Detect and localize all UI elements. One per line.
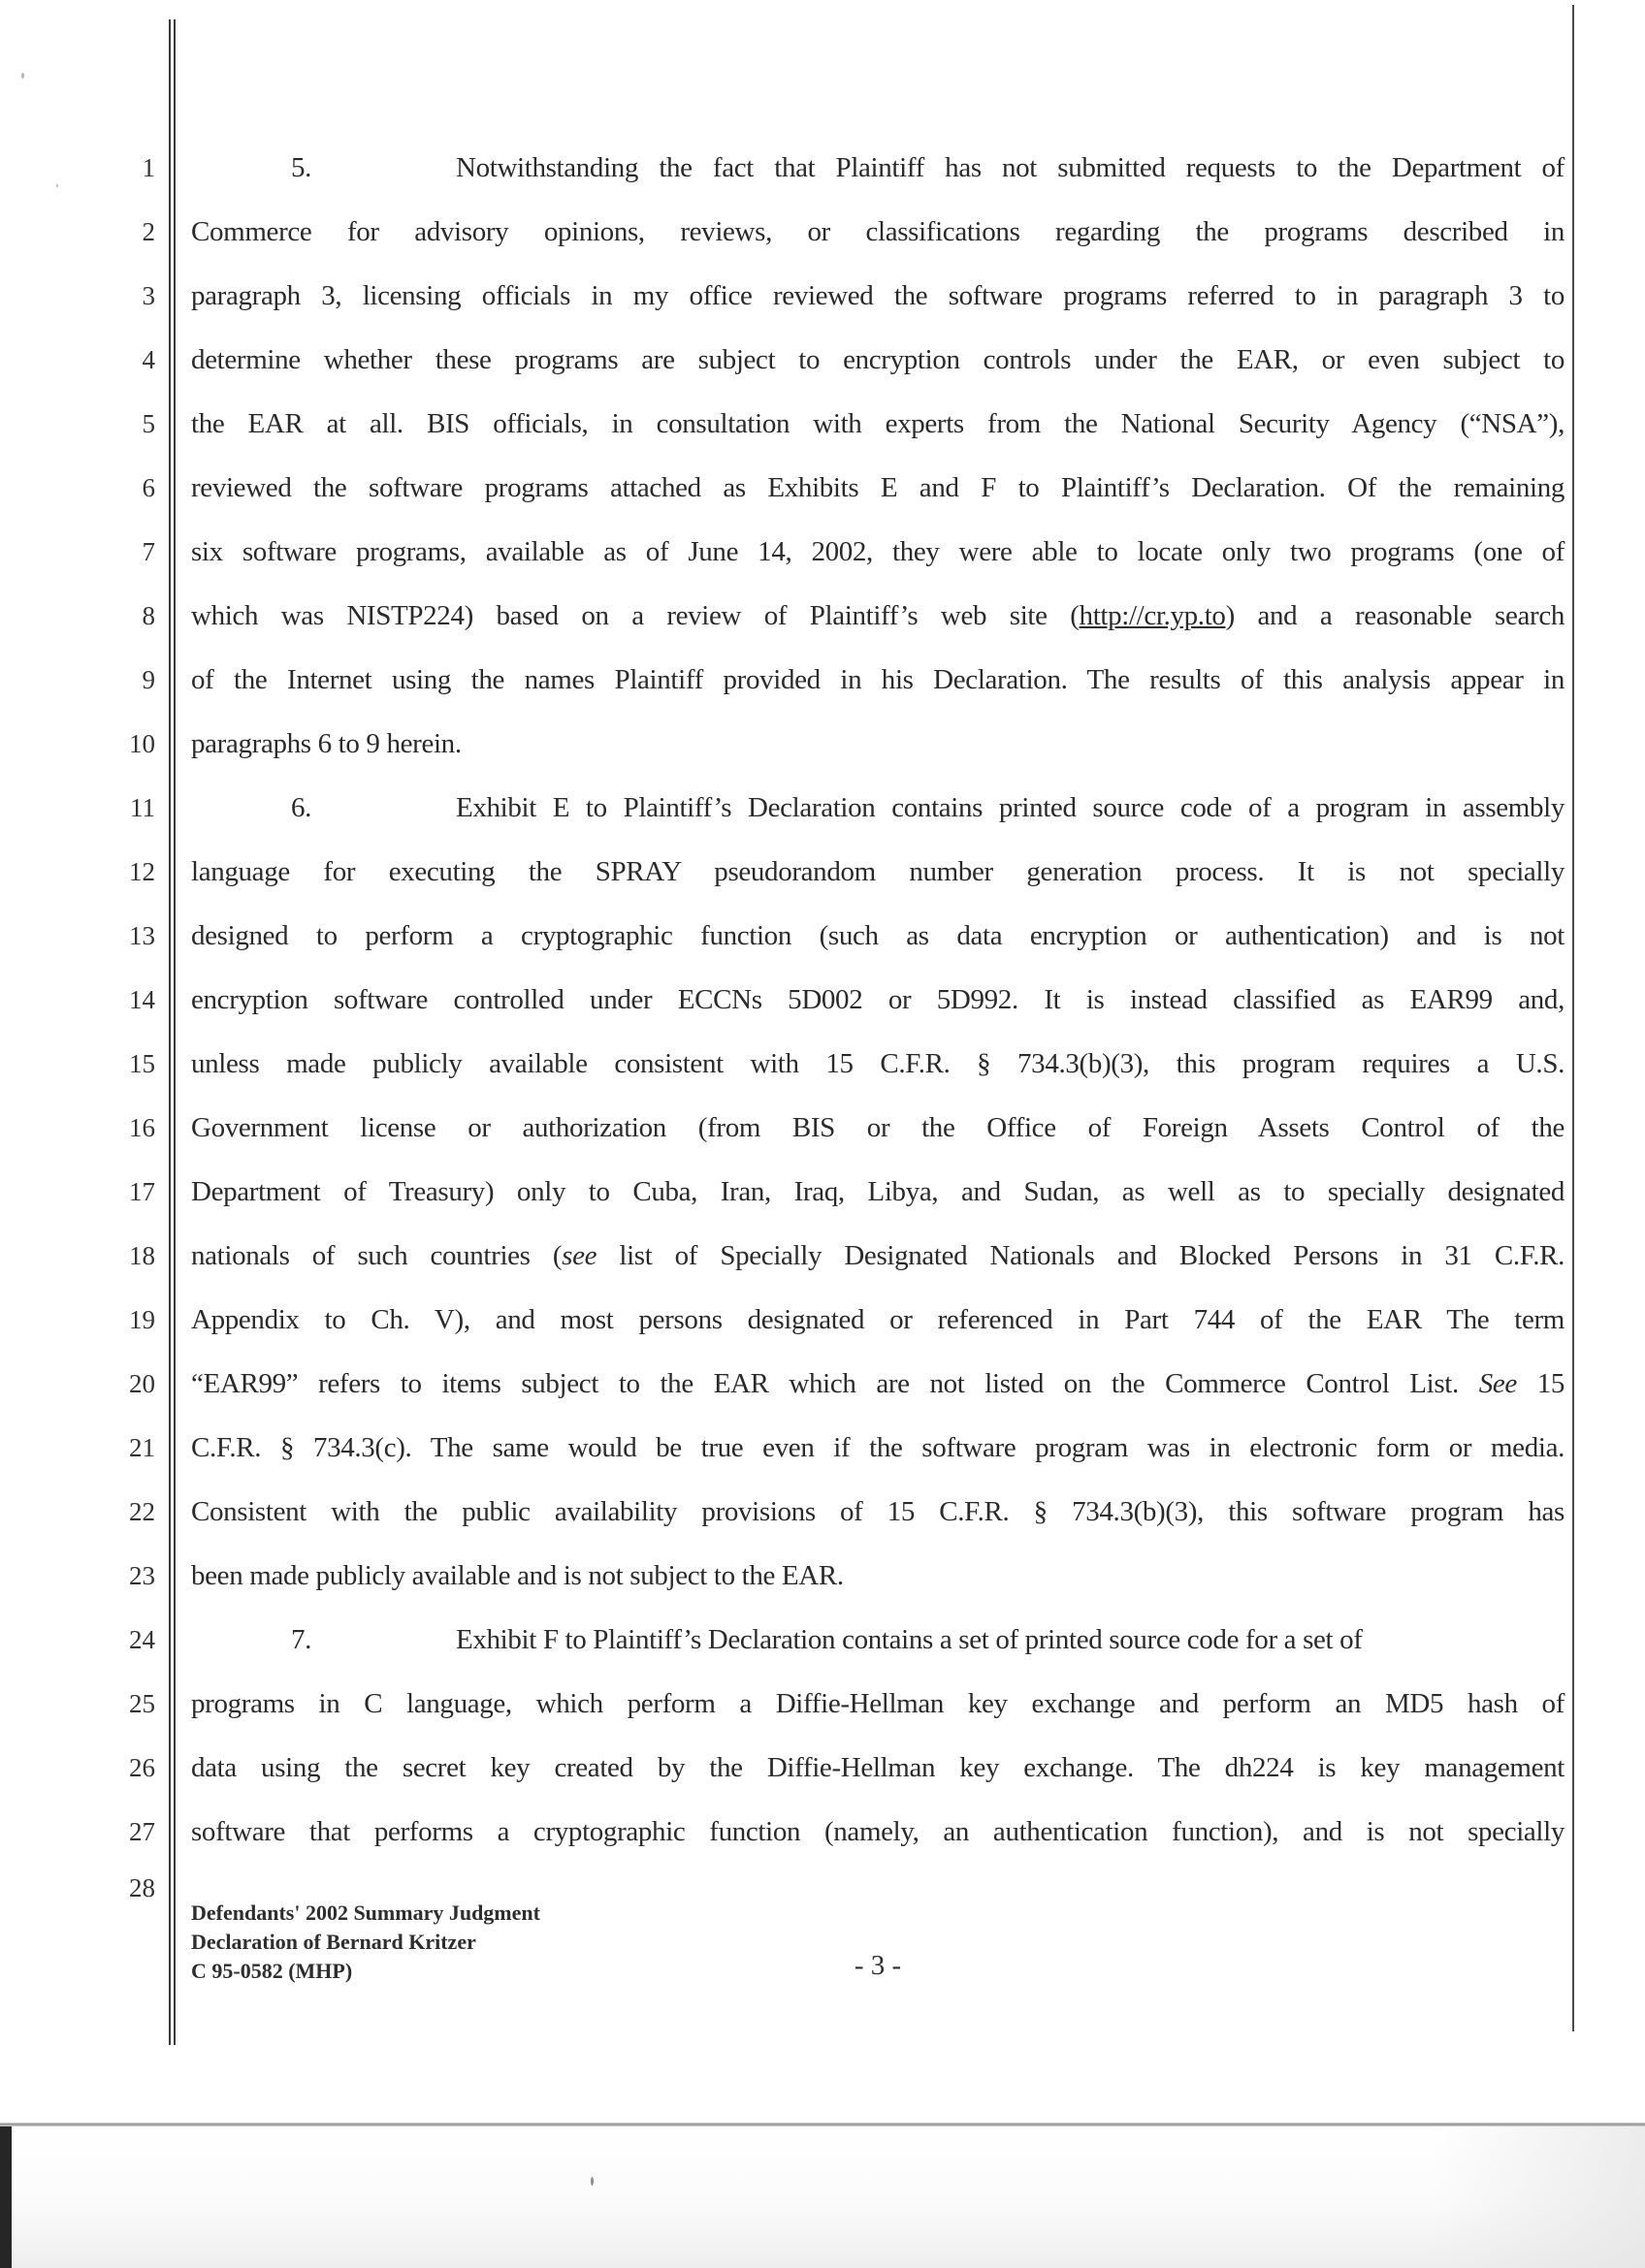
body-line: Government license or authorization (from BIS or the Office of Foreign Assets Control of the (191, 1112, 1564, 1143)
page-number: - 3 - (854, 1950, 902, 1981)
scan-speck (21, 73, 24, 79)
body-line: of the Internet using the names Plaintiff provided in his Declaration. The results of this analysis appear in (191, 664, 1564, 695)
body-text: nationals of such countries ( (191, 1240, 563, 1271)
left-margin-rule (169, 19, 171, 2045)
line-number: 20 (129, 1369, 155, 1398)
left-margin-rule-inner (174, 19, 176, 2045)
line-number: 17 (129, 1177, 155, 1206)
line-number: 16 (129, 1113, 155, 1142)
paragraph-7-line-1 (191, 1623, 1564, 1656)
body-text: “EAR99” refers to items subject to the EAR which are not listed on the Commerce Control List. (191, 1368, 1479, 1399)
body-line: software that performs a cryptographic function (namely, an authentication function), and is not specially (191, 1816, 1564, 1847)
body-text: list of Specially Designated Nationals and Blocked Persons in 31 C.F.R. (597, 1240, 1564, 1271)
scan-speck (56, 184, 58, 187)
line-number: 26 (129, 1753, 155, 1782)
italic-signal: See (1478, 1368, 1517, 1399)
line-number: 3 (142, 281, 155, 310)
body-text: ) and a reasonable search (1225, 600, 1564, 631)
line-number: 12 (129, 857, 155, 886)
scanner-dark-edge (0, 2126, 12, 2268)
line-number: 1 (142, 153, 155, 182)
line-number: 7 (142, 537, 155, 566)
body-line (191, 1239, 1564, 1272)
scanner-shadow (1432, 2125, 1645, 2268)
body-text: Notwithstanding the fact that Plaintiff has not submitted requests to the Department of (456, 152, 1564, 183)
line-number: 11 (130, 793, 155, 822)
line-number: 23 (129, 1561, 155, 1590)
line-number: 4 (142, 345, 155, 374)
line-number: 21 (129, 1433, 155, 1462)
website-link[interactable]: http://cr.yp.to (1079, 600, 1226, 631)
line-number: 28 (129, 1873, 155, 1902)
footer-caption-line: Defendants' 2002 Summary Judgment (191, 1901, 540, 1925)
line-number: 5 (142, 409, 155, 438)
body-line: language for executing the SPRAY pseudorandom number generation process. It is not specially (191, 856, 1564, 887)
body-text: 15 (1516, 1368, 1565, 1399)
page-bottom-edge (0, 2123, 1645, 2126)
scan-speck (591, 2177, 594, 2186)
body-line: C.F.R. § 734.3(c). The same would be true even if the software program was in electronic form or media. (191, 1432, 1564, 1463)
line-number: 25 (129, 1689, 155, 1718)
paragraph-number: 7. (291, 1624, 312, 1655)
body-text: Exhibit E to Plaintiff’s Declaration contains printed source code of a program in assembly (456, 792, 1564, 823)
scanner-bed (0, 2125, 1645, 2268)
line-number: 8 (142, 601, 155, 630)
body-line: the EAR at all. BIS officials, in consultation with experts from the National Security Agency (“NSA”), (191, 408, 1564, 439)
line-number: 6 (142, 473, 155, 502)
body-line: paragraphs 6 to 9 herein. (191, 728, 462, 759)
body-line: paragraph 3, licensing officials in my office reviewed the software programs referred to in paragraph 3 to (191, 280, 1564, 311)
footer-case-number: C 95-0582 (MHP) (191, 1959, 353, 1983)
line-number: 18 (129, 1241, 155, 1270)
line-number: 10 (129, 729, 155, 758)
body-line: designed to perform a cryptographic function (such as data encryption or authentication) and is not (191, 920, 1564, 951)
body-line: six software programs, available as of June 14, 2002, they were able to locate only two programs (one of (191, 536, 1564, 567)
line-number: 24 (129, 1625, 155, 1654)
body-text: Exhibit F to Plaintiff’s Declaration contains a set of printed source code for a set of (456, 1624, 1363, 1655)
body-line: Appendix to Ch. V), and most persons designated or referenced in Part 744 of the EAR The term (191, 1304, 1564, 1335)
italic-signal: see (562, 1240, 597, 1271)
body-line: reviewed the software programs attached as Exhibits E and F to Plaintiff’s Declaration. Of the remaining (191, 472, 1564, 503)
line-number: 9 (142, 665, 155, 694)
right-margin-rule (1572, 5, 1574, 2031)
line-number: 27 (129, 1817, 155, 1846)
body-line: programs in C language, which perform a Diffie-Hellman key exchange and perform an MD5 hash of (191, 1688, 1564, 1719)
paragraph-number: 5. (291, 152, 312, 183)
body-line: Department of Treasury) only to Cuba, Iran, Iraq, Libya, and Sudan, as well as to specially designated (191, 1176, 1564, 1207)
body-line (191, 1367, 1564, 1400)
paragraph-number: 6. (291, 792, 312, 823)
line-number: 15 (129, 1049, 155, 1078)
line-number: 19 (129, 1305, 155, 1334)
paragraph-6-line-1 (191, 791, 1564, 824)
body-line: encryption software controlled under ECCNs 5D002 or 5D992. It is instead classified as EAR99 and, (191, 984, 1564, 1015)
body-line: Commerce for advisory opinions, reviews, or classifications regarding the programs described in (191, 216, 1564, 247)
paragraph-5-line-1 (191, 151, 1564, 184)
body-line: data using the secret key created by the Diffie-Hellman key exchange. The dh224 is key management (191, 1752, 1564, 1783)
body-text: which was NISTP224) based on a review of Plaintiff’s web site ( (191, 600, 1080, 631)
body-line (191, 599, 1564, 632)
footer-caption (191, 1899, 540, 1986)
body-line: Consistent with the public availability provisions of 15 C.F.R. § 734.3(b)(3), this software program has (191, 1496, 1564, 1527)
body-line: unless made publicly available consistent with 15 C.F.R. § 734.3(b)(3), this program requires a U.S. (191, 1048, 1564, 1079)
line-number: 2 (142, 217, 155, 246)
body-line: been made publicly available and is not subject to the EAR. (191, 1560, 844, 1591)
body-line: determine whether these programs are subject to encryption controls under the EAR, or even subject to (191, 344, 1564, 375)
footer-caption-line: Declaration of Bernard Kritzer (191, 1930, 476, 1954)
line-number: 22 (129, 1497, 155, 1526)
line-number: 13 (129, 921, 155, 950)
line-number: 14 (129, 985, 155, 1014)
